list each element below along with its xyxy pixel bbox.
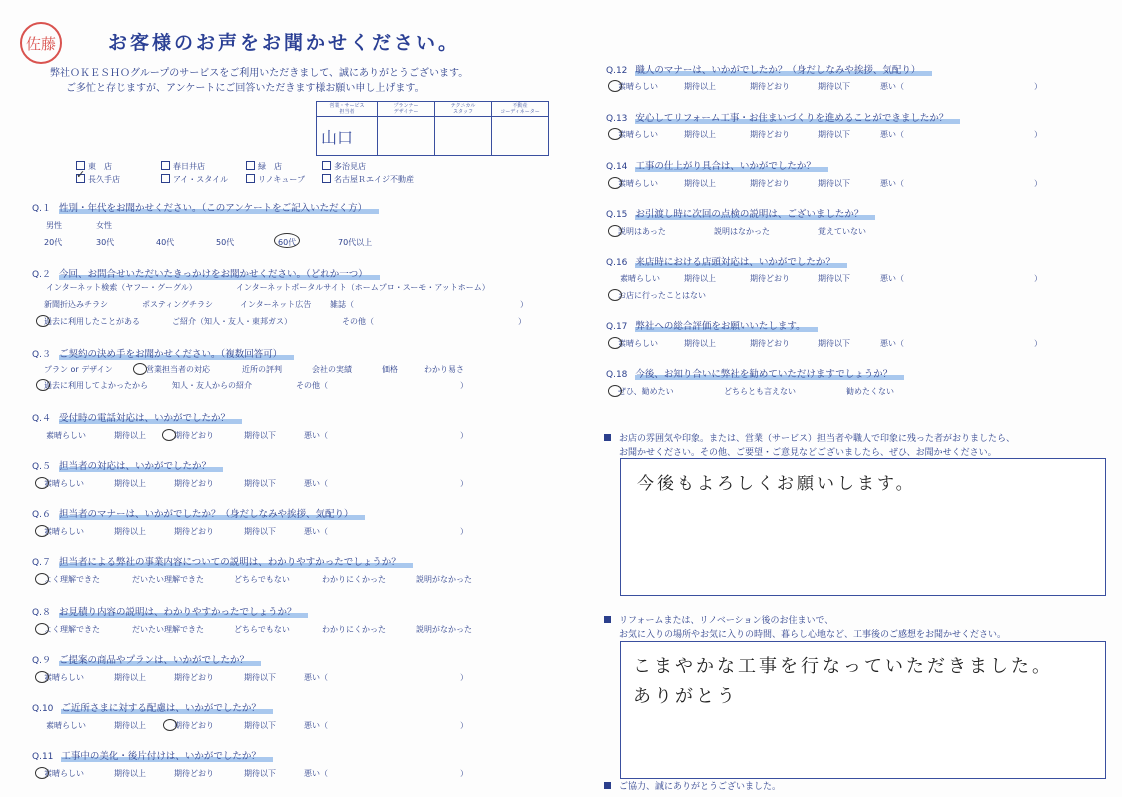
question-q3: Q.３ ご契約の決め手をお聞かせください。（複数回答可） <box>32 346 294 360</box>
understand-hard[interactable]: わかりにくかった <box>322 625 386 634</box>
option-neutral[interactable]: どちらとも言えない <box>724 387 796 396</box>
paren-close: ） <box>460 431 468 440</box>
option-sales-response[interactable]: 営業担当者の対応 <box>146 365 210 374</box>
selection-circle <box>608 128 622 140</box>
option-never-visited[interactable]: お店に行ったことはない <box>618 291 706 300</box>
option-reputation[interactable]: 近所の評判 <box>242 365 282 374</box>
q8-options <box>44 624 504 636</box>
option-40s[interactable]: 40代 <box>156 238 175 247</box>
comment2-handwriting-line1: こまやかな工事を行なっていただきました。 <box>633 656 1053 677</box>
rating-excellent[interactable]: 素晴らしい <box>44 479 84 488</box>
question-q10: Q.10 ご近所さまに対する配慮は、いかがでしたか？ <box>32 700 273 714</box>
q3-row2 <box>44 380 484 392</box>
q5-options <box>44 478 484 490</box>
option-not-explained[interactable]: 説明はなかった <box>714 227 770 236</box>
paren-close: ） <box>460 721 468 730</box>
paren-close: ） <box>518 317 526 326</box>
q4-options <box>46 430 486 442</box>
selection-circle <box>36 315 50 327</box>
paren-close: ） <box>1034 274 1042 283</box>
option-other[interactable]: その他（ <box>342 317 374 326</box>
rating-bad[interactable]: 悪い（ <box>304 673 328 682</box>
q2-row3 <box>44 316 564 328</box>
store-option[interactable]: アイ・スタイル <box>161 174 246 185</box>
rating-below[interactable]: 期待以下 <box>244 769 276 778</box>
paren-close: ） <box>1034 82 1042 91</box>
option-portal-site[interactable]: インターネットポータルサイト（ホームプロ・スーモ・アットホーム） <box>236 283 490 292</box>
paren-close: ） <box>460 381 468 390</box>
option-60s[interactable]: 60代 <box>278 238 297 247</box>
option-dont-remember[interactable]: 覚えていない <box>818 227 866 236</box>
rating-as-expected[interactable]: 期待どおり <box>750 274 790 283</box>
q3-row1 <box>44 364 484 376</box>
paren-close: ） <box>460 479 468 488</box>
store-option[interactable]: 多治見店 <box>322 161 407 172</box>
selection-circle <box>608 225 622 237</box>
staff-header: プランナー デザイナー <box>378 102 435 117</box>
bullet-square-icon <box>604 616 611 623</box>
option-30s[interactable]: 30代 <box>96 238 115 247</box>
question-q14: Q.14 工事の仕上がり具合は、いかがでしたか？ <box>606 158 828 172</box>
rating-excellent[interactable]: 素晴らしい <box>618 130 658 139</box>
q7-options <box>44 574 504 586</box>
question-q12: Q.12 職人のマナーは、いかがでしたか？（身だしなみや挨拶、気配り） <box>606 62 932 76</box>
paren-close: ） <box>1034 179 1042 188</box>
understand-hard[interactable]: わかりにくかった <box>322 575 386 584</box>
q2-row1 <box>46 282 566 294</box>
q2-row2 <box>44 299 564 311</box>
selection-circle <box>35 525 49 537</box>
rating-excellent[interactable]: 素晴らしい <box>44 527 84 536</box>
rating-bad[interactable]: 悪い（ <box>304 721 328 730</box>
q13-options <box>618 129 1058 141</box>
q6-options <box>44 526 484 538</box>
rating-as-expected[interactable]: 期待どおり <box>174 431 214 440</box>
question-q5: Q.５ 担当者の対応は、いかがでしたか？ <box>32 458 223 472</box>
rating-excellent[interactable]: 素晴らしい <box>46 431 86 440</box>
rating-bad[interactable]: 悪い（ <box>880 179 904 188</box>
rating-above[interactable]: 期待以上 <box>684 339 716 348</box>
rating-above[interactable]: 期待以上 <box>114 431 146 440</box>
checkbox[interactable] <box>246 174 255 183</box>
rating-below[interactable]: 期待以下 <box>818 339 850 348</box>
understand-neutral[interactable]: どちらでもない <box>234 625 290 634</box>
staff-sales-value[interactable]: 山口 <box>317 117 378 156</box>
option-internet-search[interactable]: インターネット検索（ヤフー・グーグル） <box>46 283 197 292</box>
selection-circle <box>608 385 622 397</box>
rating-excellent[interactable]: 素晴らしい <box>620 274 660 283</box>
q9-options <box>44 672 484 684</box>
understand-well[interactable]: よく理解できた <box>44 575 100 584</box>
rating-excellent[interactable]: 素晴らしい <box>44 673 84 682</box>
rating-excellent[interactable]: 素晴らしい <box>46 721 86 730</box>
checkbox[interactable] <box>246 161 255 170</box>
comment2-handwriting-line2: ありがとう <box>633 686 738 707</box>
store-option[interactable]: 名古屋Ｒエイジ不動産 <box>322 174 407 185</box>
bullet-square-icon <box>604 434 611 441</box>
q1-gender-options <box>46 220 386 232</box>
rating-bad[interactable]: 悪い（ <box>304 769 328 778</box>
selection-circle <box>36 379 50 391</box>
option-referral[interactable]: ご紹介（知人・友人・東邦ガス） <box>172 317 292 326</box>
paren-close: ） <box>460 769 468 778</box>
selection-circle <box>608 80 622 92</box>
question-q1: Q.１ 性別・年代をお聞かせください。（このアンケートをご記入いただく方） <box>32 200 379 214</box>
rating-below[interactable]: 期待以下 <box>244 673 276 682</box>
intro-line-2: ご多忙と存じますが、アンケートにご回答いただきます様お願い申し上げます。 <box>66 83 425 94</box>
rating-below[interactable]: 期待以下 <box>818 130 850 139</box>
store-option[interactable]: リノキューブ <box>246 174 322 185</box>
paren-close: ） <box>1034 130 1042 139</box>
question-q8: Q.８ お見積り内容の説明は、わかりやすかったでしょうか？ <box>32 604 308 618</box>
selection-circle <box>35 477 49 489</box>
option-other[interactable]: その他（ <box>296 381 328 390</box>
question-q16: Q.16 来店時における店頭対応は、いかがでしたか？ <box>606 254 847 268</box>
rating-as-expected[interactable]: 期待どおり <box>750 130 790 139</box>
rating-above[interactable]: 期待以上 <box>114 479 146 488</box>
rating-bad[interactable]: 悪い（ <box>880 130 904 139</box>
option-track-record[interactable]: 会社の実績 <box>312 365 352 374</box>
question-q11: Q.11 工事中の美化・後片付けは、いかがでしたか？ <box>32 748 273 762</box>
rating-as-expected[interactable]: 期待どおり <box>174 673 214 682</box>
question-q17: Q.17 弊社への総合評価をお願いいたします。 <box>606 318 818 332</box>
q16-extra <box>618 290 818 302</box>
staff-planner-value[interactable] <box>378 117 435 156</box>
question-q4: Q.４ 受付時の電話対応は、いかがでしたか？ <box>32 410 242 424</box>
staff-header: テクニカル スタッフ <box>435 102 492 117</box>
store-option[interactable]: 春日井店 <box>161 161 246 172</box>
rating-below[interactable]: 期待以下 <box>818 179 850 188</box>
option-explained[interactable]: 説明はあった <box>618 227 666 236</box>
q18-options <box>618 386 1058 398</box>
q16-options <box>620 273 1060 285</box>
selection-circle <box>608 289 622 301</box>
rating-bad[interactable]: 悪い（ <box>880 339 904 348</box>
q12-options <box>618 81 1058 93</box>
understand-none[interactable]: 説明がなかった <box>416 625 472 634</box>
selection-circle <box>274 233 300 248</box>
staff-header: 不動産 コーディネーター <box>492 102 549 117</box>
q17-options <box>618 338 1058 350</box>
rating-excellent[interactable]: 素晴らしい <box>618 339 658 348</box>
understand-well[interactable]: よく理解できた <box>44 625 100 634</box>
rating-below[interactable]: 期待以下 <box>818 82 850 91</box>
rating-bad[interactable]: 悪い（ <box>304 431 328 440</box>
selection-circle <box>35 573 49 585</box>
understand-none[interactable]: 説明がなかった <box>416 575 472 584</box>
rating-excellent[interactable]: 素晴らしい <box>618 179 658 188</box>
option-used-before[interactable]: 過去に利用したことがある <box>44 317 140 326</box>
rating-above[interactable]: 期待以上 <box>684 179 716 188</box>
understand-mostly[interactable]: だいたい理解できた <box>132 575 204 584</box>
comment1-handwriting: 今後もよろしくお願いします。 <box>637 474 916 494</box>
option-50s[interactable]: 50代 <box>216 238 235 247</box>
rating-as-expected[interactable]: 期待どおり <box>750 82 790 91</box>
name-seal: 佐藤 <box>20 22 62 64</box>
store-option[interactable]: 緑 店 <box>246 161 322 172</box>
selection-circle <box>133 363 147 375</box>
q15-options <box>618 226 1058 238</box>
selection-circle <box>35 767 49 779</box>
intro-text <box>50 66 468 96</box>
selection-circle <box>162 429 176 441</box>
rating-bad[interactable]: 悪い（ <box>880 82 904 91</box>
rating-below[interactable]: 期待以下 <box>244 721 276 730</box>
option-posting-flyer[interactable]: ポスティングチラシ <box>142 300 214 309</box>
rating-above[interactable]: 期待以上 <box>684 274 716 283</box>
rating-as-expected[interactable]: 期待どおり <box>174 769 214 778</box>
question-q6: Q.６ 担当者のマナーは、いかがでしたか？（身だしなみや挨拶、気配り） <box>32 506 365 520</box>
checkbox[interactable] <box>161 174 170 183</box>
selection-circle <box>35 623 49 635</box>
rating-bad[interactable]: 悪い（ <box>880 274 904 283</box>
rating-as-expected[interactable]: 期待どおり <box>750 179 790 188</box>
option-plan-design[interactable]: プラン or デザイン <box>44 365 113 374</box>
question-q18: Q.18 今後、お知り合いに弊社を勧めていただけますでしょうか？ <box>606 366 904 380</box>
staff-table <box>316 101 549 156</box>
q10-options <box>46 720 486 732</box>
store-option[interactable]: ✓長久手店 <box>76 174 161 185</box>
q14-options <box>618 178 1058 190</box>
rating-below[interactable]: 期待以下 <box>244 479 276 488</box>
q1-age-options <box>44 237 384 249</box>
option-female[interactable]: 女性 <box>96 221 112 230</box>
checkbox-checked[interactable] <box>76 174 85 183</box>
rating-above[interactable]: 期待以上 <box>114 527 146 536</box>
q11-options <box>44 768 484 780</box>
question-q7: Q.７ 担当者による弊社の事業内容についての説明は、わかりやすかったでしょうか？ <box>32 554 413 568</box>
understand-neutral[interactable]: どちらでもない <box>234 575 290 584</box>
option-70s[interactable]: 70代以上 <box>338 238 373 247</box>
option-past-good[interactable]: 過去に利用してよかったから <box>44 381 148 390</box>
rating-excellent[interactable]: 素晴らしい <box>44 769 84 778</box>
comment2-label: リフォームまたは、リノベーション後のお住まいで、 お気に入りの場所やお気に入りの時間、暮らし心地など、工事後のご感想をお聞かせください。 <box>604 614 1006 642</box>
selection-circle <box>163 719 177 731</box>
option-internet-ad[interactable]: インターネット広告 <box>240 300 312 309</box>
rating-below[interactable]: 期待以下 <box>818 274 850 283</box>
question-q15: Q.15 お引渡し時に次回の点検の説明は、ございましたか？ <box>606 206 875 220</box>
rating-above[interactable]: 期待以上 <box>114 673 146 682</box>
rating-above[interactable]: 期待以上 <box>684 82 716 91</box>
question-q9: Q.９ ご提案の商品やプランは、いかがでしたか？ <box>32 652 261 666</box>
intro-line-1: 弊社ＯＫＥＳＨＯグループのサービスをご利用いただきまして、誠にありがとうございます。 <box>50 68 469 79</box>
rating-below[interactable]: 期待以下 <box>244 431 276 440</box>
comment1-textarea[interactable] <box>620 458 1106 596</box>
option-male[interactable]: 男性 <box>46 221 62 230</box>
rating-above[interactable]: 期待以上 <box>684 130 716 139</box>
option-clarity[interactable]: わかり易さ <box>424 365 464 374</box>
rating-above[interactable]: 期待以上 <box>114 721 146 730</box>
rating-as-expected[interactable]: 期待どおり <box>174 527 214 536</box>
rating-as-expected[interactable]: 期待どおり <box>174 721 214 730</box>
comment2-textarea[interactable] <box>620 641 1106 779</box>
store-option[interactable]: 東 店 <box>76 161 161 172</box>
question-q13: Q.13 安心してリフォーム工事・お住まいづくりを進めることができましたか？ <box>606 110 960 124</box>
checkbox[interactable] <box>322 174 331 183</box>
option-newspaper-flyer[interactable]: 新聞折込みチラシ <box>44 300 108 309</box>
option-friend-referral[interactable]: 知人・友人からの紹介 <box>172 381 252 390</box>
checkbox[interactable] <box>322 161 331 170</box>
rating-excellent[interactable]: 素晴らしい <box>618 82 658 91</box>
bullet-square-icon <box>604 782 611 789</box>
option-20s[interactable]: 20代 <box>44 238 63 247</box>
rating-below[interactable]: 期待以下 <box>244 527 276 536</box>
rating-as-expected[interactable]: 期待どおり <box>750 339 790 348</box>
paren-close: ） <box>520 300 528 309</box>
option-magazine[interactable]: 雑誌（ <box>330 300 354 309</box>
rating-above[interactable]: 期待以上 <box>114 769 146 778</box>
footer-thanks: ご協力、誠にありがとうございました。 <box>604 780 781 794</box>
paren-close: ） <box>460 527 468 536</box>
paren-close: ） <box>460 673 468 682</box>
rating-bad[interactable]: 悪い（ <box>304 479 328 488</box>
option-not-recommend[interactable]: 勧めたくない <box>846 387 894 396</box>
selection-circle <box>35 671 49 683</box>
paren-close: ） <box>1034 339 1042 348</box>
selection-circle <box>608 337 622 349</box>
understand-mostly[interactable]: だいたい理解できた <box>132 625 204 634</box>
staff-realestate-value[interactable] <box>492 117 549 156</box>
rating-as-expected[interactable]: 期待どおり <box>174 479 214 488</box>
question-q2: Q.２ 今回、お問合せいただいたきっかけをお聞かせください。（どれか一つ） <box>32 266 380 280</box>
rating-bad[interactable]: 悪い（ <box>304 527 328 536</box>
staff-header: 営業・サービス 担当者 <box>317 102 378 117</box>
option-recommend[interactable]: ぜひ、勧めたい <box>618 387 674 396</box>
store-checklist <box>76 160 414 186</box>
page-title: お客様のお声をお聞かせください。 <box>108 32 461 54</box>
comment1-label: お店の雰囲気や印象。または、営業（サービス）担当者や職人で印象に残った者がおりましたら、 お聞かせください。その他、ご要望・ご意見などございましたら、ぜひ、お聞かせください。 <box>604 432 1015 460</box>
option-price[interactable]: 価格 <box>382 365 398 374</box>
checkbox[interactable] <box>161 161 170 170</box>
staff-technical-value[interactable] <box>435 117 492 156</box>
selection-circle <box>608 177 622 189</box>
